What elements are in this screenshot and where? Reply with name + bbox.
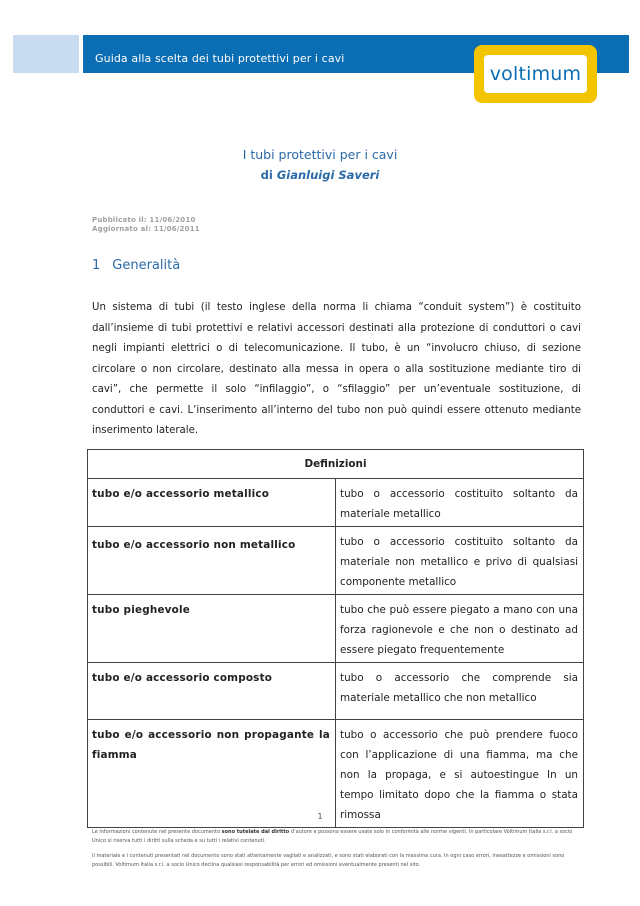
page-number: 1 [317,812,323,821]
footer-disclaimer-note: Il materiale e i contenuti presentati nel documento sono stati attentamente vagliati e analizzati, e sono stati elaborati con la massima cura. In ogni caso errori, inesattezze e omissioni sono possibili. Voltimum Italia s.r.l. a socio Unico declina qualsiasi responsabilità per errori ed omissioni eventualmente presenti nel sito. [92,853,565,868]
header-title: Guida alla scelta dei tubi protettivi per i cavi [95,52,345,65]
document-title: I tubi protettivi per i cavi [242,147,398,162]
section-heading [92,258,180,273]
voltimum-logo [474,45,597,103]
logo-inner [484,55,587,93]
definitions-table [87,449,584,828]
section-number: 1 [92,258,101,273]
header-accent-block [13,35,79,73]
table-row [88,527,584,595]
definition-term: tubo e/o accessorio non metallico [88,527,336,595]
section-title: Generalità [112,258,181,273]
table-title: Definizioni [88,450,584,479]
definition-term: tubo e/o accessorio non propagante la fiamma [88,720,336,828]
definition-term: tubo pieghevole [88,595,336,663]
definition-description: tubo o accessorio costituito soltanto da materiale metallico [336,479,584,527]
definition-description: tubo o accessorio costituito soltanto da materiale non metallico e privo di qualsiasi componente metallico [336,527,584,595]
definition-description: tubo o accessorio che comprende sia materiale metallico che non metallico [336,663,584,720]
intro-paragraph: Un sistema di tubi (il testo inglese della norma li chiama “conduit system”) è costituito dall’insieme di tubi protettivi e relativi accessori destinati alla protezione di conduttori o cavi negli impianti elettrici o di telecomunicazione. Il tubo, è un “involucro chiuso, di sezione circolare o non circolare, destinato alla messa in opera o alla sostituzione mediante tiro di cavi”, che permette il solo “infilaggio”, o “sfilaggio” per un’eventuale sostituzione, di conduttori e cavi. L’inserimento all’interno del tubo non può quindi essere ottenuto mediante inserimento laterale. [92,302,581,436]
footer-note1-a: Le informazioni contenute nel presente documento [92,829,221,835]
definition-term: tubo e/o accessorio composto [88,663,336,720]
table-row [88,663,584,720]
table-row [88,595,584,663]
footer-note1-b: sono tutelate dal diritto [221,829,290,835]
definition-description: tubo che può essere piegato a mano con una forza ragionevole e che non o destinato ad essere piegato frequentemente [336,595,584,663]
updated-date: Aggiornato al: 11/06/2011 [92,225,200,233]
footer-note1-c: d’autore e possono essere usate solo in conformità alle norme vigenti. In particolare Voltimum Italia s.r.l. a socio Unico si riserva tutti i diritti sulla scheda e su tutti i relativi contenuti. [92,829,573,844]
table-row [88,479,584,527]
author-name: Gianluigi Saveri [276,168,380,182]
published-date: Pubblicato il: 11/06/2010 [92,216,196,224]
footer-copyright-note [92,828,582,846]
document-author-line [0,168,640,182]
table-header-row [88,450,584,479]
author-prefix: di [260,168,273,182]
definition-description: tubo o accessorio che può prendere fuoco con l’applicazione di una fiamma, ma che non la propaga, e si autoestingue In un tempo limitato dopo che la fiamma o stata rimossa [336,720,584,828]
logo-text: voltimum [489,63,582,85]
definition-term: tubo e/o accessorio metallico [88,479,336,527]
